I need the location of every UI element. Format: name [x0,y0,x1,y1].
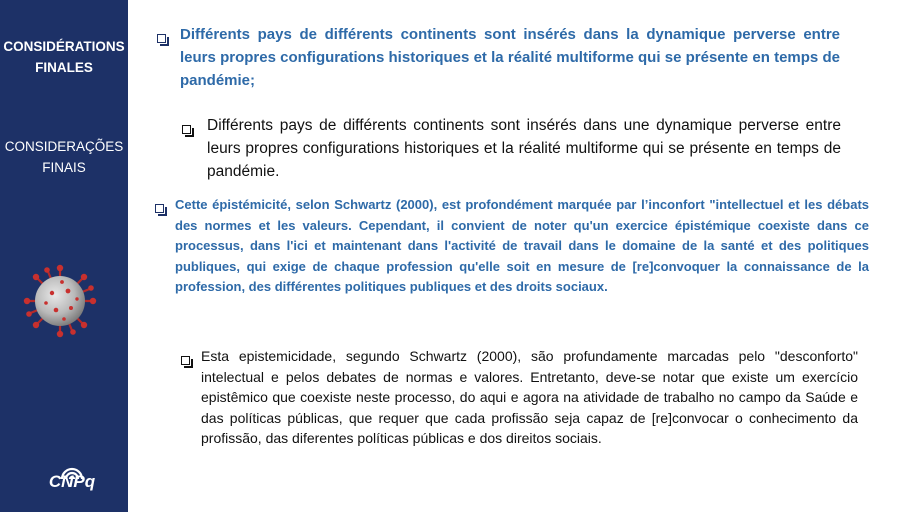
sidebar-title-portuguese-line2: FINAIS [42,160,86,175]
sidebar [0,0,128,512]
bullet-french-1-plain [207,114,841,183]
sidebar-title-french-line2: FINALES [35,60,93,75]
bullet-french-1 [180,23,840,92]
checkbox-bullet-icon [182,118,191,141]
bullet-portuguese-2-text: Esta epistemicidade, segundo Schwartz (2000), são profundamente marcadas pelo "desconforto" intelectual e pelos debates de normas e valores. Entretanto, deve-se notar que existe um exercício epistêmico que coexiste neste processo, do aqui e agora na atividade de trabalho no campo da Saúde e das políticas públicas, que requer que cada profissão seja capaz de [re]convocar o conhecimento da profissão, das diferentes políticas públicas e dos direitos sociais. [201,348,858,447]
bullet-portuguese-2 [201,346,858,449]
cnpq-logo-text: CNPq [48,472,96,491]
bullet-french-1-text: Différents pays de différents continents sont insérés dans la dynamique perverse entre leurs propres configurations historiques et la réalité multiforme qui se présente en temps de pandémie; [180,26,840,89]
bullet-french-2 [175,195,869,298]
coronavirus-icon [22,263,98,339]
bullet-french-2-text: Cette épistémicité, selon Schwartz (2000), est profondément marquée par l’inconfort "intellectuel et les débats des normes et les valeurs. Cependant, il convient de noter qu'un exercice épistémique coexiste dans ce processus, dans l'ici et maintenant dans l'activité de travail dans le domaine de la santé et des politiques publiques, qui exige de chaque profession qu'elle soit en mesure de [re]convoquer la connaissance de la profession, des différentes politiques publiques et des droits sociaux. [175,197,869,294]
checkbox-bullet-icon [157,27,166,50]
sidebar-title-portuguese [0,136,128,178]
checkbox-bullet-icon [155,199,164,220]
sidebar-title-french-line1: CONSIDÉRATIONS [3,39,125,54]
sidebar-title-french [0,36,128,78]
checkbox-bullet-icon [181,350,190,371]
sidebar-title-portuguese-line1: CONSIDERAÇÕES [4,139,124,154]
bullet-french-1-plain-text: Différents pays de différents continents sont insérés dans une dynamique perverse entre leurs propres configurations historiques et la réalité multiforme qui se présente en temps de pandémie. [207,117,841,180]
